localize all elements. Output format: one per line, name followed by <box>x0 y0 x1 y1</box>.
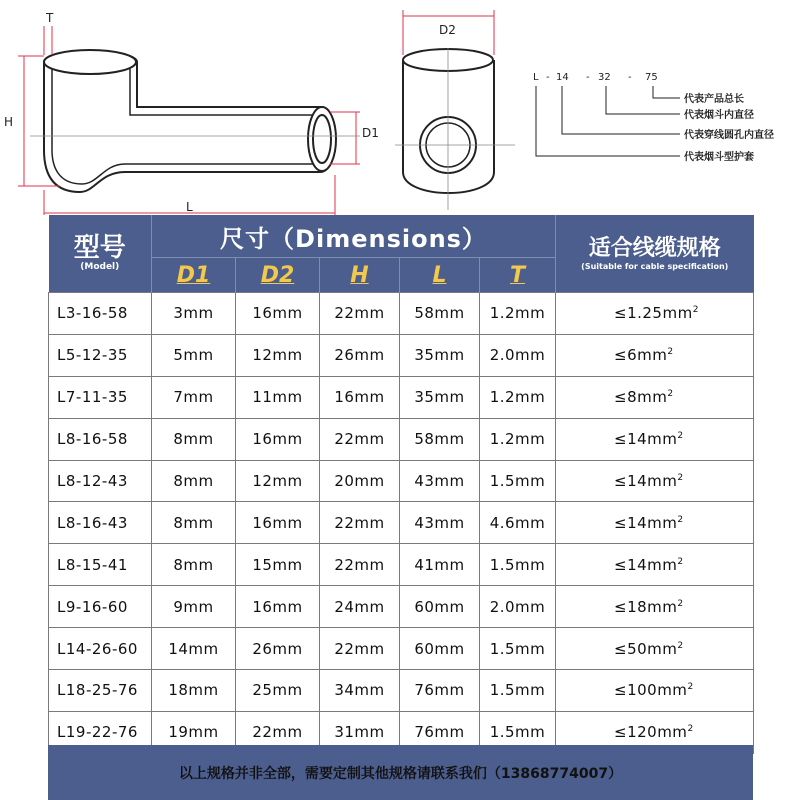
cable-value: ≤8mm <box>614 388 668 407</box>
t-cell: 2.0mm <box>480 586 556 628</box>
model-cell: L18-25-76 <box>49 670 152 712</box>
code-part-3: 75 <box>645 72 658 83</box>
t-cell: 2.0mm <box>480 334 556 376</box>
d2-cell: 16mm <box>236 293 320 335</box>
model-cell: L9-16-60 <box>49 586 152 628</box>
l-cell: 35mm <box>400 334 480 376</box>
cable-value: ≤14mm <box>614 472 678 490</box>
model-cell: L19-22-76 <box>49 711 152 753</box>
table-row <box>49 502 754 544</box>
d1-cell: 8mm <box>152 544 236 586</box>
code-part-2: 32 <box>598 72 611 83</box>
cable-cell <box>556 376 754 418</box>
model-cell: L7-11-35 <box>49 376 152 418</box>
cable-value: ≤14mm <box>614 555 678 574</box>
header-model-cn: 型号 <box>73 233 126 263</box>
h-cell: 22mm <box>320 628 400 670</box>
table-row <box>49 544 754 586</box>
l-cell: 41mm <box>400 544 480 586</box>
cable-value: ≤6mm <box>614 346 668 365</box>
code-part-1: 14 <box>556 72 569 83</box>
table-row <box>49 460 754 502</box>
d1-cell: 19mm <box>152 711 236 753</box>
footer-note: 以上规格并非全部，需要定制其他规格请联系我们（13868774007） <box>48 745 753 800</box>
d1-cell: 8mm <box>152 418 236 460</box>
d1-label: D1 <box>362 126 379 140</box>
cable-cell <box>556 460 754 502</box>
cable-unit-exponent: 2 <box>677 473 684 483</box>
d1-cell: 7mm <box>152 376 236 418</box>
t-cell: 1.5mm <box>480 628 556 670</box>
legend-hole-inner-diameter: 代表穿线圆孔内直径 <box>684 130 774 141</box>
t-cell: 1.2mm <box>480 376 556 418</box>
h-cell: 22mm <box>320 502 400 544</box>
cable-cell <box>556 544 754 586</box>
d1-cell: 8mm <box>152 460 236 502</box>
spec-table <box>48 215 754 754</box>
t-cell: 1.2mm <box>480 418 556 460</box>
l-cell: 58mm <box>400 293 480 335</box>
d2-cell: 16mm <box>236 502 320 544</box>
cable-cell <box>556 502 754 544</box>
table-row <box>49 628 754 670</box>
cable-cell <box>556 334 754 376</box>
legend-total-length: 代表产品总长 <box>684 94 744 105</box>
d2-cell: 11mm <box>236 376 320 418</box>
header-model-en: (Model) <box>80 262 120 272</box>
front-view <box>403 49 494 193</box>
table-row <box>49 293 754 335</box>
code-leader-lines <box>536 86 680 156</box>
header-model <box>49 215 152 293</box>
code-prefix: L <box>533 72 539 83</box>
d1-cell: 18mm <box>152 670 236 712</box>
l-cell: 76mm <box>400 670 480 712</box>
cable-value: ≤120mm <box>614 723 688 742</box>
cable-value: ≤100mm <box>614 681 688 700</box>
h-dimension <box>18 56 60 186</box>
cable-cell <box>556 293 754 335</box>
legend-boot-inner-diameter: 代表烟斗内直径 <box>684 110 754 121</box>
header-cable-en: (Suitable for cable specification) <box>581 261 729 271</box>
t-cell: 1.5mm <box>480 544 556 586</box>
cable-unit-exponent: 2 <box>677 598 684 609</box>
model-cell: L8-16-43 <box>49 502 152 544</box>
h-cell: 22mm <box>320 293 400 335</box>
cable-cell <box>556 586 754 628</box>
d2-label: D2 <box>439 23 456 37</box>
header-h: H <box>320 258 400 293</box>
cable-unit-exponent: 2 <box>677 640 684 651</box>
table-row <box>49 418 754 460</box>
model-cell: L8-12-43 <box>49 460 152 502</box>
code-dash-2: - <box>586 72 590 83</box>
l-cell: 60mm <box>400 586 480 628</box>
cable-value: ≤14mm <box>614 513 678 532</box>
h-cell: 26mm <box>320 334 400 376</box>
table-row <box>49 670 754 712</box>
l-label: L <box>186 200 193 214</box>
d2-cell: 25mm <box>236 670 320 712</box>
d2-cell: 12mm <box>236 460 320 502</box>
header-cable-cn: 适合线缆规格 <box>588 235 721 261</box>
d2-cell: 26mm <box>236 628 320 670</box>
h-cell: 22mm <box>320 418 400 460</box>
table-row <box>49 334 754 376</box>
header-d1: D1 <box>152 258 236 293</box>
d1-cell: 5mm <box>152 334 236 376</box>
d2-cell: 12mm <box>236 334 320 376</box>
d1-cell: 14mm <box>152 628 236 670</box>
side-view <box>44 50 336 192</box>
cable-unit-exponent: 2 <box>687 682 694 693</box>
h-cell: 24mm <box>320 586 400 628</box>
cable-cell <box>556 418 754 460</box>
cable-value: ≤18mm <box>614 597 678 616</box>
cable-unit-exponent: 2 <box>677 431 684 442</box>
t-cell: 1.5mm <box>480 711 556 753</box>
cable-cell <box>556 628 754 670</box>
cable-unit-exponent: 2 <box>667 347 674 358</box>
product-diagram <box>0 0 800 215</box>
t-cell: 1.5mm <box>480 670 556 712</box>
l-cell: 35mm <box>400 376 480 418</box>
header-d2: D2 <box>236 258 320 293</box>
header-l: L <box>400 258 480 293</box>
d1-cell: 8mm <box>152 502 236 544</box>
h-cell: 31mm <box>320 711 400 753</box>
t-label: T <box>46 11 54 25</box>
model-cell: L8-15-41 <box>49 544 152 586</box>
cable-cell <box>556 670 754 712</box>
d2-cell: 16mm <box>236 586 320 628</box>
h-cell: 34mm <box>320 670 400 712</box>
d1-cell: 9mm <box>152 586 236 628</box>
header-cable <box>556 215 754 293</box>
cable-unit-exponent: 2 <box>692 305 699 316</box>
cable-unit-exponent: 2 <box>677 556 684 567</box>
t-cell: 1.2mm <box>480 293 556 335</box>
h-cell: 16mm <box>320 376 400 418</box>
legend-boot-type: 代表烟斗型护套 <box>684 152 754 163</box>
code-dash-1: - <box>546 72 550 83</box>
h-cell: 20mm <box>320 460 400 502</box>
table-row <box>49 376 754 418</box>
d2-cell: 15mm <box>236 544 320 586</box>
t-cell: 4.6mm <box>480 502 556 544</box>
cable-unit-exponent: 2 <box>687 724 694 735</box>
model-cell: L5-12-35 <box>49 334 152 376</box>
model-cell: L14-26-60 <box>49 628 152 670</box>
cable-unit-exponent: 2 <box>677 514 684 525</box>
model-code <box>533 72 658 83</box>
cable-value: ≤1.25mm <box>614 304 693 323</box>
model-cell: L3-16-58 <box>49 293 152 335</box>
model-cell: L8-16-58 <box>49 418 152 460</box>
code-dash-3: - <box>628 72 632 83</box>
h-label: H <box>4 115 14 129</box>
t-dimension <box>44 26 52 55</box>
d1-cell: 3mm <box>152 293 236 335</box>
l-cell: 43mm <box>400 502 480 544</box>
l-cell: 76mm <box>400 711 480 753</box>
d2-cell: 16mm <box>236 418 320 460</box>
h-cell: 22mm <box>320 544 400 586</box>
l-cell: 43mm <box>400 460 480 502</box>
d2-cell: 22mm <box>236 711 320 753</box>
l-cell: 60mm <box>400 628 480 670</box>
header-t: T <box>480 258 556 293</box>
t-cell: 1.5mm <box>480 460 556 502</box>
cable-value: ≤14mm <box>614 430 678 449</box>
l-cell: 58mm <box>400 418 480 460</box>
cable-unit-exponent: 2 <box>667 389 674 400</box>
table-row <box>49 586 754 628</box>
header-dimensions: 尺寸（Dimensions） <box>152 215 556 258</box>
cable-value: ≤50mm <box>614 639 678 658</box>
boot-drawing <box>0 0 800 215</box>
